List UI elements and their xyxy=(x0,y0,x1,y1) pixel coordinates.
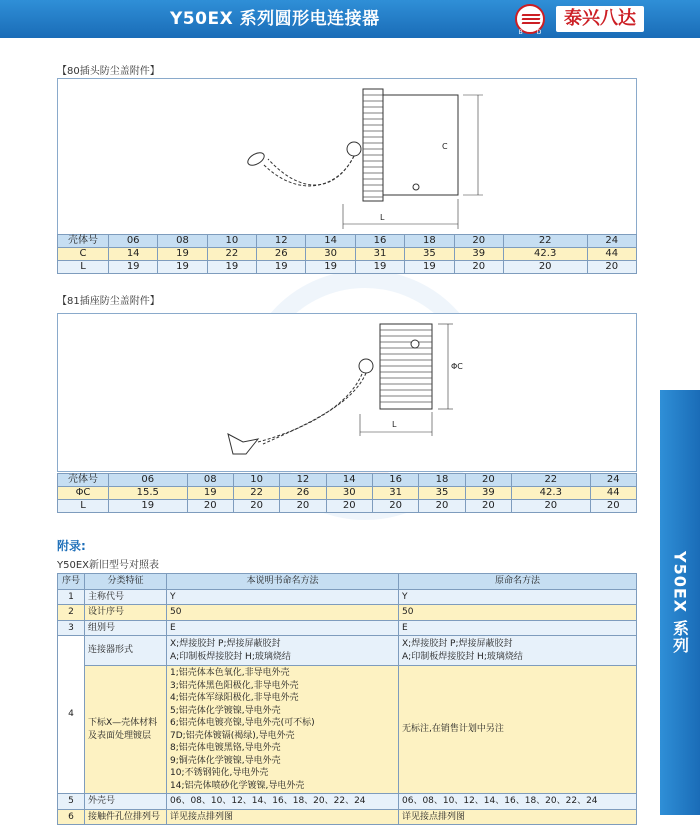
receptacle-cap-drawing xyxy=(57,313,637,472)
table-row: 2 设计序号 50 50 xyxy=(58,605,637,621)
table-row: 下标X—壳体材料 及表面处理镀层 1;铝壳体本色氧化,非导电外壳 3;铝壳体黑色阳极化,非导电外壳 4;铝壳体军绿阳极化,非导电外壳 5;铝壳体化学镀镍,导电外壳 6;铝壳体电镀亮镍,导电外壳(可不标) 7D;铝壳体镀镉(褐绿),导电外壳 8;铝壳体电镀黑铬,导电外壳 9;铜壳体化学镀镍,导电外壳 10;不锈钢钝化,导电外壳 14;铝壳体喷砂化学镀镍,导电外壳 无标注,在销售计划中另注 xyxy=(58,666,637,794)
table-row: 6 接触件孔位排列号 详见接点排列图 详见接点排列图 xyxy=(58,809,637,825)
plug-cap-drawing xyxy=(57,78,637,235)
table-row: C 14 19 22 26 30 31 35 39 42.3 44 xyxy=(58,248,637,261)
receptacle-cap-spec-table xyxy=(57,473,637,513)
brand-name: 泰兴八达 xyxy=(556,6,644,32)
table-row: L 19 19 19 19 19 19 19 20 20 20 xyxy=(58,261,637,274)
table-row: 4 连接器形式 X;焊接胶封 P;焊接屏蔽胶封 A;印制板焊接胶封 H;玻璃烧结 X;焊接胶封 P;焊接屏蔽胶封 A;印制板焊接胶封 H;玻璃烧结 xyxy=(58,636,637,666)
side-tab-label: Y50EX 系列 xyxy=(670,551,690,654)
table-row: L 19 20 20 20 20 20 20 20 20 20 xyxy=(58,500,637,513)
table-header-row: 序号 分类特征 本说明书命名方法 原命名方法 xyxy=(58,574,637,590)
table-row: 5 外壳号 06、08、10、12、14、16、18、20、22、24 06、08、10、12、14、16、18、20、22、24 xyxy=(58,794,637,810)
plug-cap-spec-table xyxy=(57,234,637,274)
dim-l2-label: L xyxy=(392,420,397,429)
appendix-title: 附录: xyxy=(57,539,86,553)
table-row: 壳体号 06 08 10 12 14 16 18 20 22 24 xyxy=(58,474,637,487)
section2-label: 【81插座防尘盖附件】 xyxy=(57,296,160,307)
table-row: 壳体号 06 08 10 12 14 16 18 20 22 24 xyxy=(58,235,637,248)
page-title: Y50EX 系列圆形电连接器 xyxy=(170,9,380,29)
table-row: 3 组别号 E E xyxy=(58,620,637,636)
table-row: ΦC 15.5 19 22 26 30 31 35 39 42.3 44 xyxy=(58,487,637,500)
section1-label: 【80插头防尘盖附件】 xyxy=(57,66,160,77)
logo-letters: B D xyxy=(518,29,548,36)
appendix-subtitle: Y50EX新旧型号对照表 xyxy=(57,560,160,571)
dim-phic-label: ΦC xyxy=(451,362,463,371)
dim-l-label: L xyxy=(380,213,385,222)
table-row: 1 主称代号 Y Y xyxy=(58,589,637,605)
model-reference-table xyxy=(57,573,637,825)
dim-c-label: C xyxy=(442,142,448,151)
